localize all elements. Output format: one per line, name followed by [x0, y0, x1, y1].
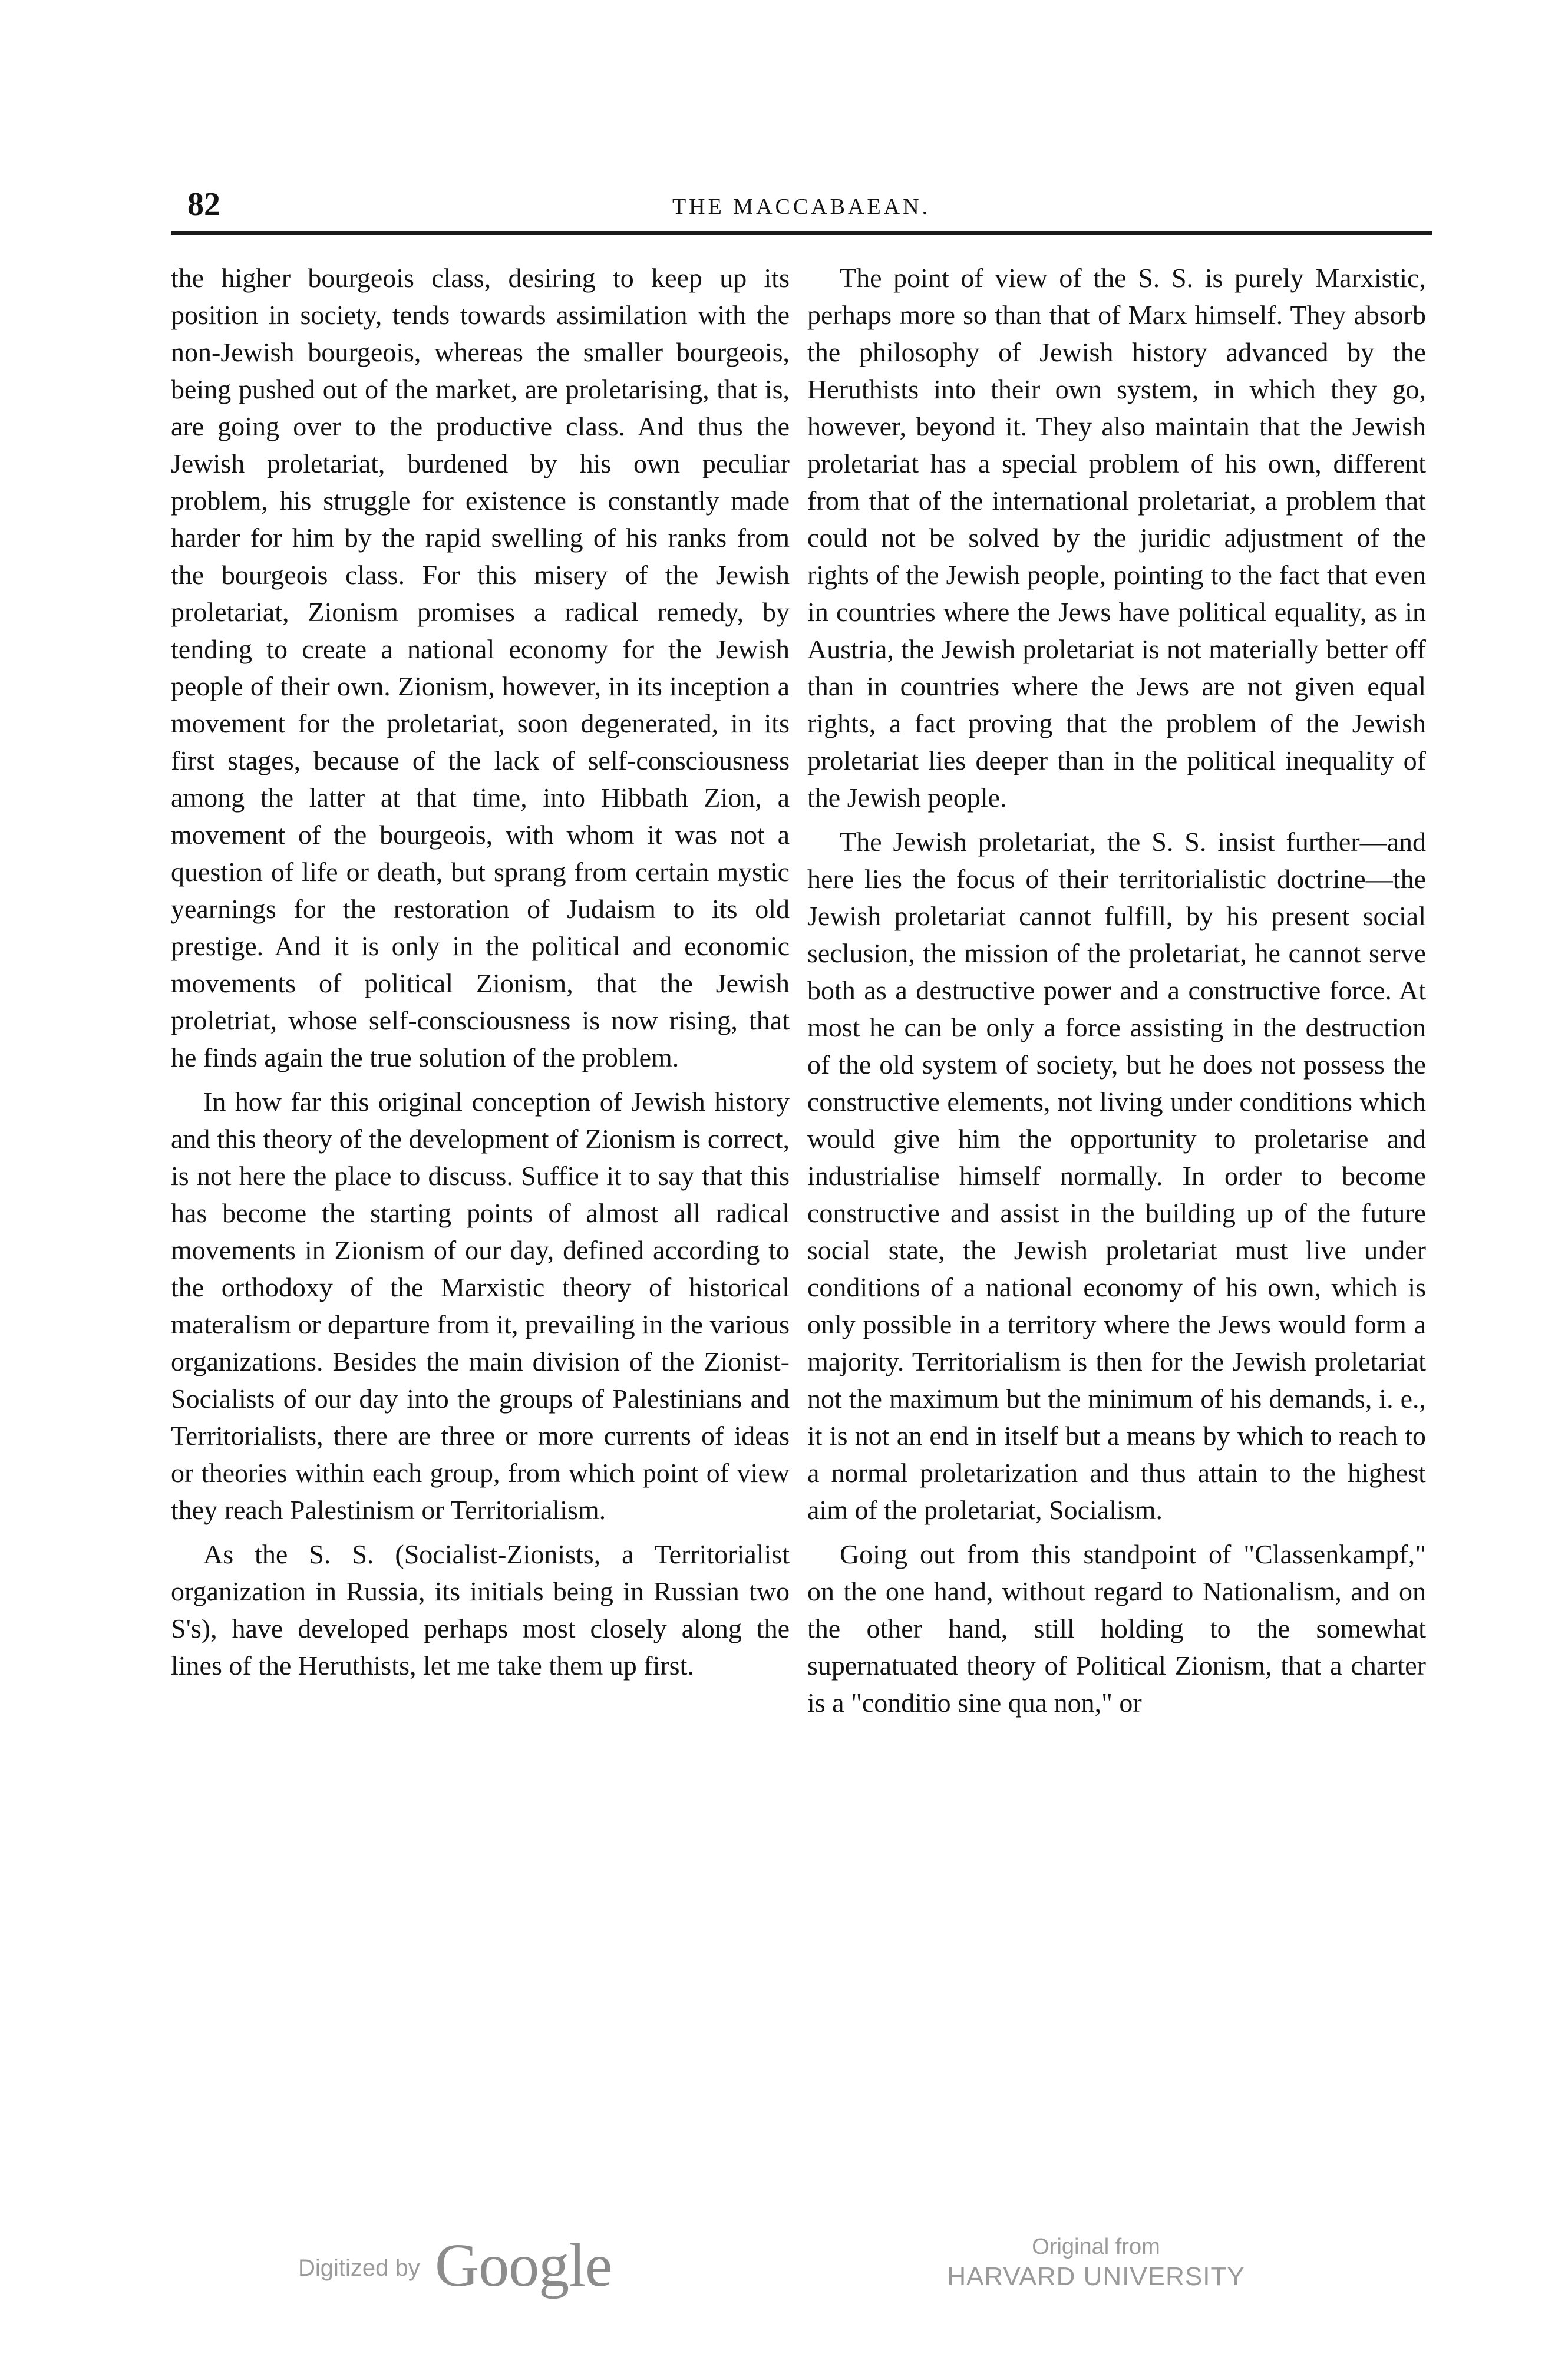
original-from-label: Original from — [1032, 2234, 1160, 2259]
paragraph: Going out from this standpoint of "Classenkampf," on the one hand, without regard to Nationalism, and on the other hand, still holding to the somewhat supernatuated theory of Political Zionism, that a charter is a "conditio sine qua non," or — [807, 1539, 1426, 1718]
left-column — [171, 259, 790, 1684]
right-column — [807, 259, 1426, 1721]
paragraph: In how far this original conception of Jewish history and this theory of the development of Zionism is correct, is not here the place to discuss. Suffice it to say that this has become the starting points of almost all radical movements in Zionism of our day, defined according to the orthodoxy of the Marxistic theory of historical materalism or departure from it, prevailing in the various organizations. Besides the main division of the Zionist-Socialists of our day into the groups of Palestinians and Territorialists, there are three or more currents of ideas or theories within each group, from which point of view they reach Palestinism or Territorialism. — [171, 1087, 790, 1525]
paragraph: The Jewish proletariat, the S. S. insist further—and here lies the focus of their territorialistic doctrine—the Jewish proletariat cannot fulfill, by his present social seclusion, the mission of the proletariat, he cannot serve both as a destructive power and a constructive force. At most he can be only a force assisting in the destruction of the old system of society, but he does not possess the constructive elements, not living under conditions which would give him the opportunity to proletarise and industrialise himself normally. In order to become constructive and assist in the building up of the future social state, the Jewish proletariat must live under conditions of a national economy of his own, which is only possible in a territory where the Jews would form a majority. Territorialism is then for the Jewish proletariat not the maximum but the minimum of his demands, i. e., it is not an end in itself but a means by which to reach to a normal proletarization and thus attain to the highest aim of the proletariat, Socialism. — [807, 827, 1426, 1525]
paragraph: As the S. S. (Socialist-Zionists, a Territorialist organization in Russia, its initials being in Russian two S's), have developed perhaps most closely along the lines of the Heruthists, let me take them up first. — [171, 1539, 790, 1681]
google-logo: Google — [435, 2231, 612, 2299]
paragraph: the higher bourgeois class, desiring to keep up its position in society, tends towards assimilation with the non-Jewish bourgeois, whereas the smaller bourgeois, being pushed out of the market, are proletarising, that is, are going over to the productive class. And thus the Jewish proletariat, burdened by his own peculiar problem, his struggle for existence is constantly made harder for him by the rapid swelling of his ranks from the bourgeois class. For this misery of the Jewish proletariat, Zionism promises a radical remedy, by tending to create a national economy for the Jewish people of their own. Zionism, however, in its inception a movement for the proletariat, soon degenerated, in its first stages, because of the lack of self-consciousness among the latter at that time, into Hibbath Zion, a movement of the bourgeois, with whom it was not a question of life or death, but sprang from certain mystic yearnings for the restoration of Judaism to its old prestige. And it is only in the political and economic movements of political Zionism, that the Jewish proletriat, whose self-consciousness is now rising, that he finds again the true solution of the problem. — [171, 263, 790, 1072]
page-number: 82 — [187, 186, 220, 223]
digitized-by-label: Digitized by — [298, 2255, 420, 2281]
digitization-credit — [298, 2230, 663, 2299]
page-header — [171, 186, 1432, 233]
header-rule — [171, 231, 1432, 235]
source-credit — [919, 2233, 1273, 2293]
institution-name: HARVARD UNIVERSITY — [947, 2262, 1245, 2291]
paragraph: The point of view of the S. S. is purely Marxistic, perhaps more so than that of Marx himself. They absorb the philosophy of Jewish history advanced by the Heruthists into their own system, in which they go, however, beyond it. They also maintain that the Jewish proletariat has a special problem of his own, different from that of the international proletariat, a problem that could not be solved by the juridic adjustment of the rights of the Jewish people, pointing to the fact that even in countries where the Jews have political equality, as in Austria, the Jewish proletariat is not materially better off than in countries where the Jews are not given equal rights, a fact proving that the problem of the Jewish proletariat lies deeper than in the political inequality of the Jewish people. — [807, 263, 1426, 813]
running-title: THE MACCABAEAN. — [672, 194, 931, 219]
